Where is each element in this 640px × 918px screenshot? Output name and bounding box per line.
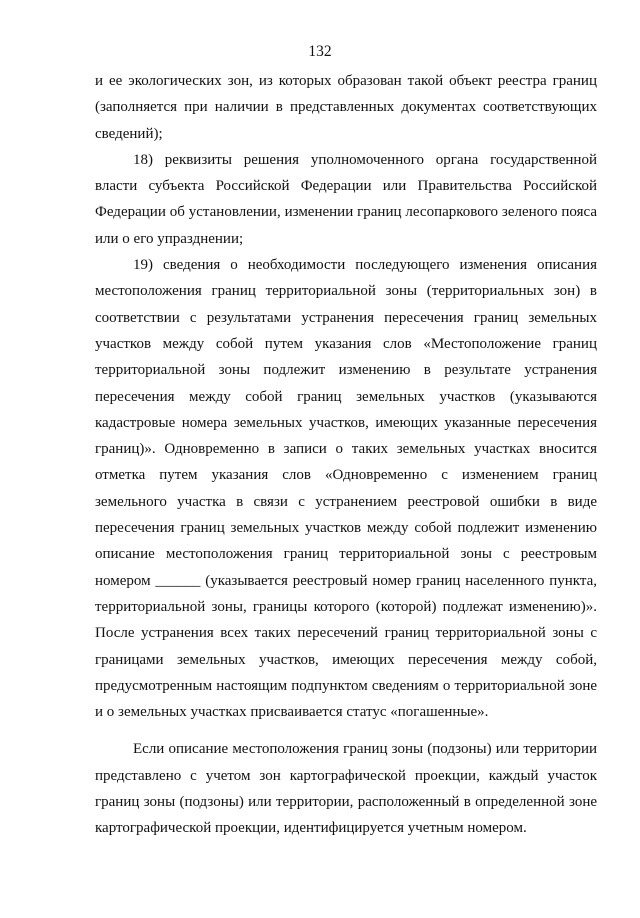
paragraph-continuation: и ее экологических зон, из которых образован такой объект реестра границ (заполняется при наличии в представленных документах соответствующих сведений); xyxy=(95,73,597,142)
page-number: 132 xyxy=(308,43,332,60)
paragraph-item-19: 19) сведения о необходимости последующего изменения описания местоположения границ территориальной зоны (территориальных зон) в соответствии с результатами устранения пересечения границ земельных участков между собой путем указания слов «Местоположение границ территориальной зоны подлежит изменению в результате устранения пересечения между собой границ земельных участков (указываются кадастровые номера земельных участков, имеющих указанные пересечения границ)». Одновременно в записи о таких земельных участках вносится отметка путем указания слов «Одновременно с изменением границ земельного участка в связи с устранением реестровой ошибки в виде пересечения границ земельных участков между собой подлежит изменению описание местоположения границ территориальной зоны с реестровым номером ______ (указывается реестровый номер границ населенного пункта, территориальной зоны, границы которого (которой) подлежат изменению)». После устранения всех таких пересечений границ территориальной зоны с границами земельных участков, имеющих пересечения между собой, предусмотренным настоящим подпунктом сведениям о территориальной зоне и о земельных участках присваивается статус «погашенные». xyxy=(95,257,597,721)
paragraph-item-18: 18) реквизиты решения уполномоченного органа государственной власти субъекта Российской Федерации или Правительства Российской Федерации об установлении, изменении границ лесопаркового зеленого пояса или о его упразднении; xyxy=(95,151,597,247)
paragraph-cartographic-projection: Если описание местоположения границ зоны (подзоны) или территории представлено с учетом зон картографической проекции, каждый участок границ зоны (подзоны) или территории, расположенный в определенной зоне картографической проекции, идентифицируется учетным номером. xyxy=(95,741,597,837)
document-body xyxy=(95,68,597,842)
